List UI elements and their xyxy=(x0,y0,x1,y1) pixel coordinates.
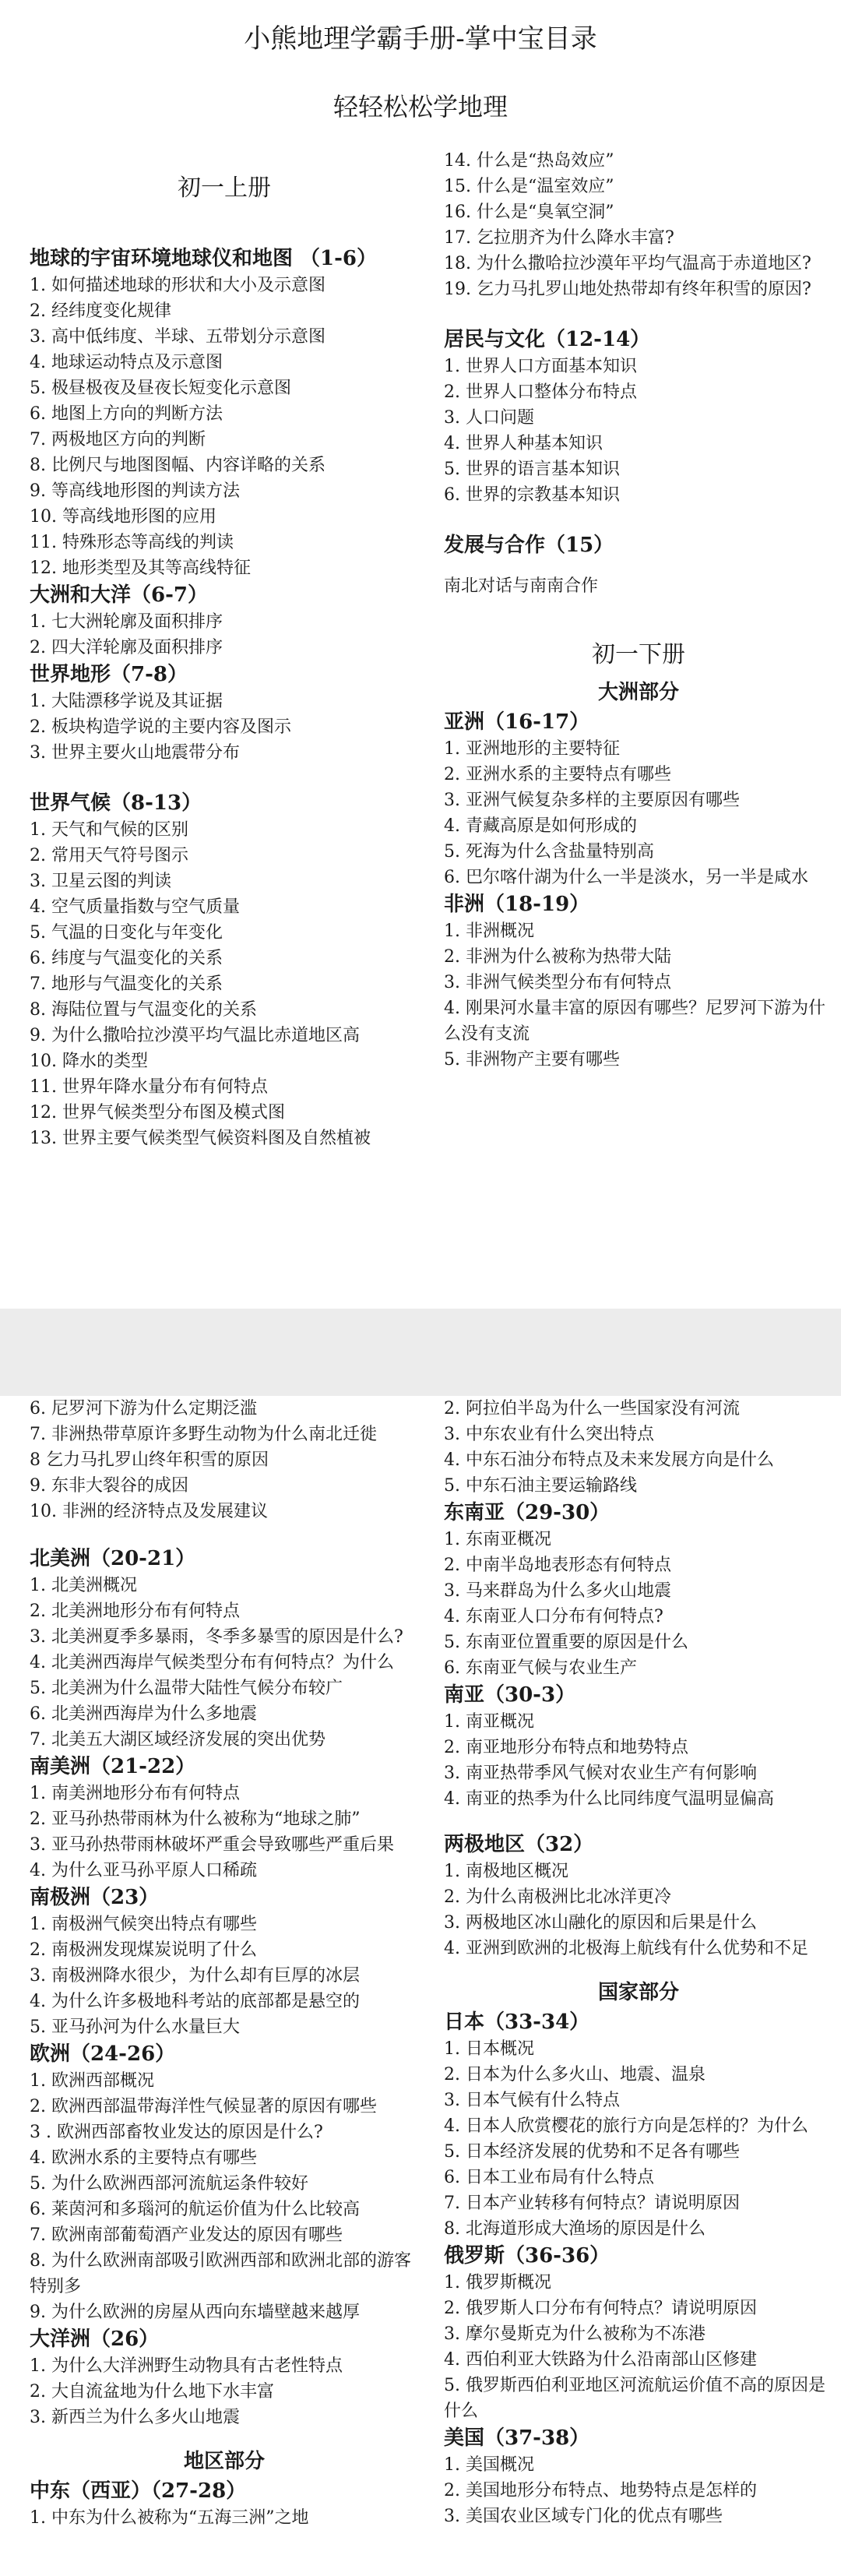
document-title: 小熊地理学霸手册-掌中宝目录 xyxy=(244,23,597,55)
toc-group xyxy=(444,531,833,599)
toc-item: 3. 美国农业区域专门化的优点有哪些 xyxy=(444,2507,723,2526)
p2-right-column xyxy=(444,1396,833,2529)
toc-item: 2. 板块构造学说的主要内容及图示 xyxy=(30,717,291,737)
toc-item: 1. 如何描述地球的形状和大小及示意图 xyxy=(30,276,325,295)
toc-item: 1. 天气和气候的区别 xyxy=(30,820,188,840)
toc-item: 5. 为什么欧洲西部河流航运条件较好 xyxy=(30,2174,308,2194)
toc-item: 5. 北美洲为什么温带大陆性气候分布较广 xyxy=(30,1679,343,1698)
group-title: 南亚（30-3） xyxy=(444,1683,576,1707)
toc-group xyxy=(30,581,419,661)
toc-item: 7. 日本产业转移有何特点？请说明原因 xyxy=(444,2194,740,2213)
section-title-grade7-vol1: 初一上册 xyxy=(178,174,271,202)
toc-item: 9. 等高线地形图的判读方法 xyxy=(30,481,240,501)
p1-right-column xyxy=(444,148,833,1073)
toc-item: 19. 乞力马扎罗山地处热带却有终年积雪的原因? xyxy=(444,280,811,299)
page-2 xyxy=(0,1396,841,2576)
toc-item: 6. 地图上方向的判断方法 xyxy=(30,404,223,424)
toc-item: 5. 死海为什么含盐量特别高 xyxy=(444,842,654,862)
toc-group xyxy=(30,2477,419,2531)
toc-item: 8. 为什么欧洲南部吸引欧洲西部和欧洲北部的游客特别多 xyxy=(30,2251,411,2296)
toc-item: 2. 南亚地形分布特点和地势特点 xyxy=(444,1738,688,1757)
toc-item: 14. 什么是“热岛效应” xyxy=(444,151,614,171)
toc-item: 1. 东南亚概况 xyxy=(444,1530,551,1549)
toc-item: 2. 大自流盆地为什么地下水丰富 xyxy=(30,2382,274,2402)
toc-item: 5. 日本经济发展的优势和不足各有哪些 xyxy=(444,2142,740,2162)
group-title: 发展与合作（15） xyxy=(444,534,614,557)
toc-item: 3 . 欧洲西部畜牧业发达的原因是什么? xyxy=(30,2123,323,2142)
group-title: 北美洲（20-21） xyxy=(30,1547,196,1570)
toc-item: 8. 比例尺与地图图幅、内容详略的关系 xyxy=(30,456,325,475)
toc-item: 5. 中东石油主要运输路线 xyxy=(444,1476,637,1496)
toc-item: 7. 非洲热带草原许多野生动物为什么南北迁徙 xyxy=(30,1425,377,1444)
toc-item: 4. 西伯利亚大铁路为什么沿南部山区修建 xyxy=(444,2350,757,2370)
group-title: 东南亚（29-30） xyxy=(444,1501,611,1524)
toc-item: 3. 高中低纬度、半球、五带划分示意图 xyxy=(30,327,325,347)
toc-item: 5. 非洲物产主要有哪些 xyxy=(444,1050,620,1070)
p1-left-column xyxy=(30,167,419,1151)
toc-item: 6. 日本工业布局有什么特点 xyxy=(444,2168,654,2187)
toc-group xyxy=(30,2040,419,2325)
toc-item: 6. 世界的宗教基本知识 xyxy=(444,485,620,505)
toc-item: 2. 常用天气符号图示 xyxy=(30,846,188,865)
toc-item: 1. 中东为什么被称为“五海三洲”之地 xyxy=(30,2508,309,2528)
toc-item: 4. 北美洲西海岸气候类型分布有何特点？为什么 xyxy=(30,1653,394,1672)
toc-item: 3. 两极地区冰山融化的原因和后果是什么 xyxy=(444,1913,757,1933)
toc-item: 15. 什么是“温室效应” xyxy=(444,177,614,196)
toc-item: 1. 南亚概况 xyxy=(444,1712,534,1732)
toc-item: 2. 美国地形分布特点、地势特点是怎样的 xyxy=(444,2481,757,2500)
toc-item: 6. 莱茵河和多瑙河的航运价值为什么比较高 xyxy=(30,2200,360,2219)
toc-item: 1. 南极洲气候突出特点有哪些 xyxy=(30,1915,257,1934)
group-title: 日本（33-34） xyxy=(444,2010,590,2034)
toc-item: 10. 非洲的经济特点及发展建议 xyxy=(30,1502,268,1521)
toc-item: 4. 青藏高原是如何形成的 xyxy=(444,816,637,836)
group-title: 世界气候（8-13） xyxy=(30,791,202,815)
toc-group xyxy=(444,1499,833,1681)
toc-item: 4. 中东石油分布特点及未来发展方向是什么 xyxy=(444,1450,774,1470)
group-title: 大洋洲（26） xyxy=(30,2328,160,2351)
toc-item: 9. 为什么欧洲的房屋从西向东墙壁越来越厚 xyxy=(30,2303,360,2322)
toc-group xyxy=(30,1884,419,2040)
subsection-countries: 国家部分 xyxy=(597,1981,679,2004)
group-title: 世界地形（7-8） xyxy=(30,663,188,686)
toc-item: 4. 世界人种基本知识 xyxy=(444,434,603,453)
section-title-grade7-vol2: 初一下册 xyxy=(592,641,685,668)
toc-item: 3. 日本气候有什么特点 xyxy=(444,2091,620,2110)
toc-item: 1. 南极地区概况 xyxy=(444,1862,568,1881)
toc-item: 5. 亚马孙河为什么水量巨大 xyxy=(30,2017,240,2037)
toc-group xyxy=(444,2424,833,2529)
toc-item: 6. 巴尔喀什湖为什么一半是淡水，另一半是咸水 xyxy=(444,868,808,887)
toc-item: 1. 日本概况 xyxy=(444,2039,534,2059)
toc-item: 7. 欧洲南部葡萄酒产业发达的原因有哪些 xyxy=(30,2225,343,2245)
toc-item: 1. 世界人口方面基本知识 xyxy=(444,357,637,376)
toc-item: 5. 东南亚位置重要的原因是什么 xyxy=(444,1633,688,1652)
toc-item: 9. 为什么撒哈拉沙漠平均气温比赤道地区高 xyxy=(30,1026,360,1045)
toc-item: 4. 日本人欣赏樱花的旅行方向是怎样的？为什么 xyxy=(444,2116,808,2136)
toc-item: 3. 摩尔曼斯克为什么被称为不冻港 xyxy=(444,2324,706,2344)
toc-item: 16. 什么是“臭氧空洞” xyxy=(444,203,614,222)
toc-item: 2. 中南半岛地表形态有何特点 xyxy=(444,1556,671,1575)
toc-group xyxy=(30,1753,419,1884)
toc-item: 4. 地球运动特点及示意图 xyxy=(30,353,223,372)
document-subtitle: 轻轻松松学地理 xyxy=(333,92,508,122)
toc-item: 1. 南美洲地形分布有何特点 xyxy=(30,1784,240,1803)
toc-item: 南北对话与南南合作 xyxy=(444,576,599,596)
toc-item: 2. 亚洲水系的主要特点有哪些 xyxy=(444,765,671,784)
p2-left-column xyxy=(30,1396,419,2531)
group-title: 俄罗斯（36-36） xyxy=(444,2244,611,2268)
toc-item: 1. 七大洲轮廓及面积排序 xyxy=(30,612,223,632)
toc-item: 3. 卫星云图的判读 xyxy=(30,872,171,891)
toc-item: 2. 亚马孙热带雨林为什么被称为“地球之肺” xyxy=(30,1810,361,1829)
group-title: 欧洲（24-26） xyxy=(30,2042,176,2066)
toc-item: 3. 南极洲降水很少，为什么却有巨厚的冰层 xyxy=(30,1966,360,1986)
toc-item: 1. 欧洲西部概况 xyxy=(30,2071,154,2091)
toc-item: 3. 世界主要火山地震带分布 xyxy=(30,743,240,763)
subsection-regions: 地区部分 xyxy=(183,2450,265,2473)
toc-group xyxy=(30,1545,419,1753)
toc-group xyxy=(30,789,419,1151)
toc-item: 5. 极昼极夜及昼夜长短变化示意图 xyxy=(30,379,291,398)
toc-item: 9. 东非大裂谷的成因 xyxy=(30,1476,188,1496)
toc-item: 3. 人口问题 xyxy=(444,408,534,428)
toc-item: 4. 东南亚人口分布有何特点? xyxy=(444,1607,663,1626)
toc-item: 11. 世界年降水量分布有何特点 xyxy=(30,1077,268,1097)
toc-item: 1. 为什么大洋洲野生动物具有古老性特点 xyxy=(30,2356,343,2376)
toc-item: 5. 气温的日变化与年变化 xyxy=(30,923,223,943)
toc-item: 10. 降水的类型 xyxy=(30,1052,148,1071)
toc-item: 10. 等高线地形图的应用 xyxy=(30,507,216,527)
toc-item: 2. 经纬度变化规律 xyxy=(30,301,171,321)
toc-group xyxy=(444,890,833,1073)
toc-item: 1. 大陆漂移学说及其证据 xyxy=(30,692,223,711)
toc-group xyxy=(444,326,833,508)
toc-item: 7. 北美五大湖区域经济发展的突出优势 xyxy=(30,1730,325,1750)
toc-item: 4. 为什么亚马孙平原人口稀疏 xyxy=(30,1861,257,1880)
toc-item: 12. 世界气候类型分布图及模式图 xyxy=(30,1103,285,1122)
toc-group xyxy=(30,661,419,766)
toc-item: 6. 尼罗河下游为什么定期泛滥 xyxy=(30,1399,257,1418)
toc-item: 1. 北美洲概况 xyxy=(30,1576,137,1595)
group-title: 南美洲（21-22） xyxy=(30,1755,196,1778)
toc-item: 3. 马来群岛为什么多火山地震 xyxy=(444,1581,671,1601)
toc-item: 3. 南亚热带季风气候对农业生产有何影响 xyxy=(444,1764,757,1783)
toc-item: 13. 世界主要气候类型气候资料图及自然植被 xyxy=(30,1129,371,1148)
toc-item: 7. 两极地区方向的判断 xyxy=(30,430,206,449)
toc-item: 2. 非洲为什么被称为热带大陆 xyxy=(444,947,671,967)
toc-item: 5. 世界的语言基本知识 xyxy=(444,460,620,479)
toc-item: 4. 南亚的热季为什么比同纬度气温明显偏高 xyxy=(444,1789,774,1809)
toc-item: 4. 亚洲到欧洲的北极海上航线有什么优势和不足 xyxy=(444,1939,808,1958)
group-title: 美国（37-38） xyxy=(444,2426,590,2450)
toc-item: 2. 南极洲发现煤炭说明了什么 xyxy=(30,1940,257,1960)
toc-group xyxy=(444,2242,833,2424)
group-title: 中东（西亚）（27-28） xyxy=(30,2479,247,2503)
page-separator xyxy=(0,1309,841,1396)
toc-item: 4. 刚果河水量丰富的原因有哪些？尼罗河下游为什么没有支流 xyxy=(444,999,825,1044)
toc-item: 4. 欧洲水系的主要特点有哪些 xyxy=(30,2148,257,2168)
toc-item: 3. 新西兰为什么多火山地震 xyxy=(30,2408,240,2427)
group-title: 南极洲（23） xyxy=(30,1886,160,1909)
toc-item: 12. 地形类型及其等高线特征 xyxy=(30,559,251,578)
subsection-continents: 大洲部分 xyxy=(597,681,679,704)
toc-item: 2. 四大洋轮廓及面积排序 xyxy=(30,638,223,657)
group-title: 两极地区（32） xyxy=(444,1833,594,1856)
toc-group xyxy=(444,708,833,890)
toc-item: 8 乞力马扎罗山终年积雪的原因 xyxy=(30,1450,269,1470)
toc-item: 2. 北美洲地形分布有何特点 xyxy=(30,1602,240,1621)
group-title: 非洲（18-19） xyxy=(444,893,590,916)
toc-item: 2. 为什么南极洲比北冰洋更冷 xyxy=(444,1887,671,1907)
toc-item: 7. 地形与气温变化的关系 xyxy=(30,974,223,994)
toc-item: 3. 非洲气候类型分布有何特点 xyxy=(444,973,671,992)
toc-item: 1. 非洲概况 xyxy=(444,922,534,941)
toc-item: 2. 俄罗斯人口分布有何特点？请说明原因 xyxy=(444,2299,757,2318)
toc-group xyxy=(30,2325,419,2430)
toc-item: 11. 特殊形态等高线的判读 xyxy=(30,533,234,552)
toc-item: 2. 日本为什么多火山、地震、温泉 xyxy=(444,2065,706,2084)
toc-item: 2. 阿拉伯半岛为什么一些国家没有河流 xyxy=(444,1399,740,1418)
toc-item: 17. 乞拉朋齐为什么降水丰富? xyxy=(444,228,674,248)
toc-item: 2. 世界人口整体分布特点 xyxy=(444,382,637,402)
toc-item: 6. 东南亚气候与农业生产 xyxy=(444,1658,637,1678)
toc-group xyxy=(444,1831,833,1961)
toc-item: 3. 北美洲夏季多暴雨，冬季多暴雪的原因是什么? xyxy=(30,1627,403,1647)
toc-group xyxy=(444,1681,833,1812)
toc-item: 1. 亚洲地形的主要特征 xyxy=(444,739,620,759)
toc-item: 2. 欧洲西部温带海洋性气候显著的原因有哪些 xyxy=(30,2097,377,2116)
toc-group xyxy=(444,2008,833,2242)
toc-item: 1. 俄罗斯概况 xyxy=(444,2273,551,2292)
group-title: 大洲和大洋（6-7） xyxy=(30,583,208,607)
toc-item: 3. 中东农业有什么突出特点 xyxy=(444,1425,654,1444)
group-title: 亚洲（16-17） xyxy=(444,710,590,734)
toc-item: 1. 美国概况 xyxy=(444,2455,534,2475)
toc-item: 5. 俄罗斯西伯利亚地区河流航运价值不高的原因是什么 xyxy=(444,2376,825,2421)
group-title: 居民与文化（12-14） xyxy=(444,328,651,351)
toc-item: 8. 北海道形成大渔场的原因是什么 xyxy=(444,2219,706,2239)
toc-item: 18. 为什么撒哈拉沙漠年平均气温高于赤道地区? xyxy=(444,254,811,273)
toc-item: 6. 北美洲西海岸为什么多地震 xyxy=(30,1704,257,1724)
toc-item: 3. 亚马孙热带雨林破坏严重会导致哪些严重后果 xyxy=(30,1835,394,1855)
toc-item: 3. 亚洲气候复杂多样的主要原因有哪些 xyxy=(444,791,740,810)
toc-item: 6. 纬度与气温变化的关系 xyxy=(30,949,223,968)
toc-item: 4. 为什么许多极地科考站的底部都是悬空的 xyxy=(30,1992,360,2011)
toc-item: 4. 空气质量指数与空气质量 xyxy=(30,897,240,917)
toc-item: 8. 海陆位置与气温变化的关系 xyxy=(30,1000,257,1020)
group-title: 地球的宇宙环境地球仪和地图 （1-6） xyxy=(30,247,378,270)
toc-group xyxy=(30,245,419,581)
